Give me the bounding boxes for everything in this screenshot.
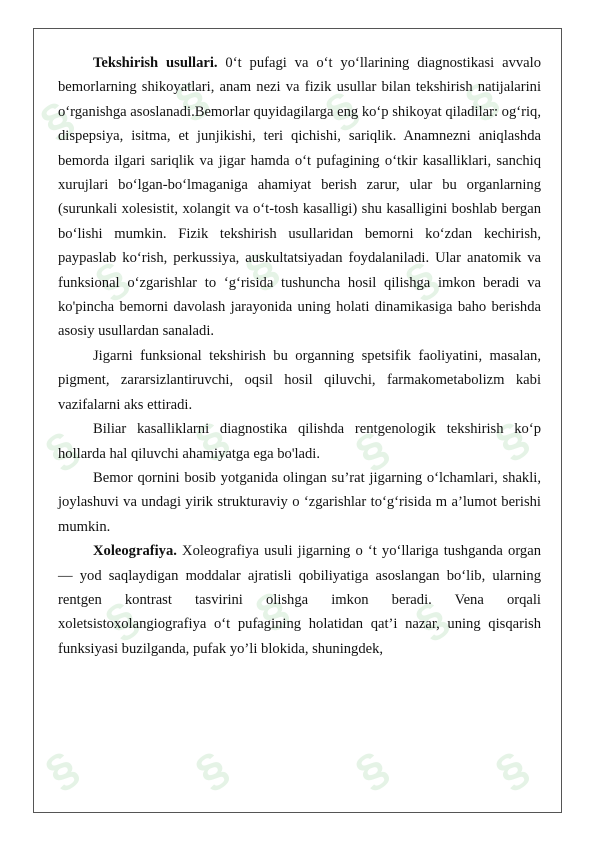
paragraph-jigarni-funksional (58, 344, 541, 417)
svg-text:§: § (165, 70, 217, 129)
svg-text:§: § (485, 410, 537, 469)
paragraph-text: 0‘t pufagi va o‘t yo‘llarining diagnostikasi avvalo bemorlarning shikoyatlari, anam nezi va fizik usullar bilan tekshirish natijalarini o‘rganishga asoslanadi.Bemorlar quyidagilarga eng ko‘p shikoyat qiladilar: og‘riq, dispepsiya, isitma, et junjikishi, teri qichishi, sariqlik. Anamnezni aniqlashda bemorda ilgari sariqlik va jigar hamda o‘t pufagining o‘tkir kasalliklari, sanchiq xurujlari bo‘lgan-bo‘lmaganiga ahamiyat berish zarur, ular bu organlarning (surunkali xolesistit, xolangit va o‘t-tosh kasalligi) shu kasalligini boshlab bergan bo‘lishi mumkin. Fizik tekshirish usullaridan bemorni ko‘zdan kechirish, paypaslab ko‘rish, perkussiya, auskultatsiyadan foydalaniladi. Ular anatomik va funksional o‘zgarishlar to ‘g‘risida tushuncha hosil qilishga imkon beradi va ko'pincha bemorni davolash jarayonida uning holati dinamikasiga baho berishda asosiy usullardan sanaladi. (58, 55, 541, 340)
svg-text:§: § (315, 80, 367, 139)
svg-text:§: § (345, 420, 397, 479)
paragraph-text: Xoleografiya usuli jigarning o ‘t yo‘llariga tushganda organ — yod saqlaydigan moddalar ajratisli qobiliyatiga asoslangan bo‘lib, ularning rentgen kontrast tasvirini olishga imkon beradi. Vena orqali xoletsistoxolangiografiya o‘t pufagining holatidan qat’i nazar, uning qisqarish funksiyasi buzilganda, pufak yo’li blokida, shuningdek, (58, 543, 541, 657)
paragraph-text: Bemor qornini bosib yotganida olingan su’rat jigarning o‘lchamlari, shakli, joylashuvi va undagi yirik strukturaviy o ‘zgarishlar to‘g‘risida m a’lumot berishi mumkin. (58, 469, 541, 535)
svg-text:§: § (85, 250, 137, 309)
svg-text:§: § (35, 420, 87, 479)
svg-text:§: § (185, 740, 237, 799)
section-heading: Xoleografiya. (93, 543, 177, 560)
paragraph-text: Jigarni funksional tekshirish bu organning spetsifik faoliyatini, masalan, pigment, zararsizlantiruvchi, oqsil hosil qiluvchi, farmakometabolizm kabi vazifalarni aks ettiradi. (58, 347, 541, 413)
svg-text:§: § (485, 740, 537, 799)
svg-text:§: § (455, 70, 507, 129)
paragraph-tekshirish-usullari (58, 51, 541, 344)
paragraph-biliar-kasalliklar (58, 417, 541, 466)
document-body (58, 51, 541, 661)
paragraph-bemor-qornini (58, 466, 541, 539)
svg-text:§: § (395, 250, 447, 309)
svg-text:§: § (30, 90, 82, 149)
svg-text:§: § (245, 580, 297, 639)
svg-text:§: § (235, 240, 287, 299)
paragraph-xoleografiya (58, 539, 541, 661)
svg-text:§: § (95, 590, 147, 649)
svg-text:§: § (185, 410, 237, 469)
svg-text:§: § (405, 590, 457, 649)
paragraph-text: Biliar kasalliklarni diagnostika qilishda rentgenologik tekshirish ko‘p hollarda hal qiluvchi ahamiyatga ega bo'ladi. (58, 421, 541, 462)
svg-text:§: § (35, 740, 87, 799)
svg-text:§: § (345, 740, 397, 799)
section-heading: Tekshirish usullari. (93, 55, 218, 71)
